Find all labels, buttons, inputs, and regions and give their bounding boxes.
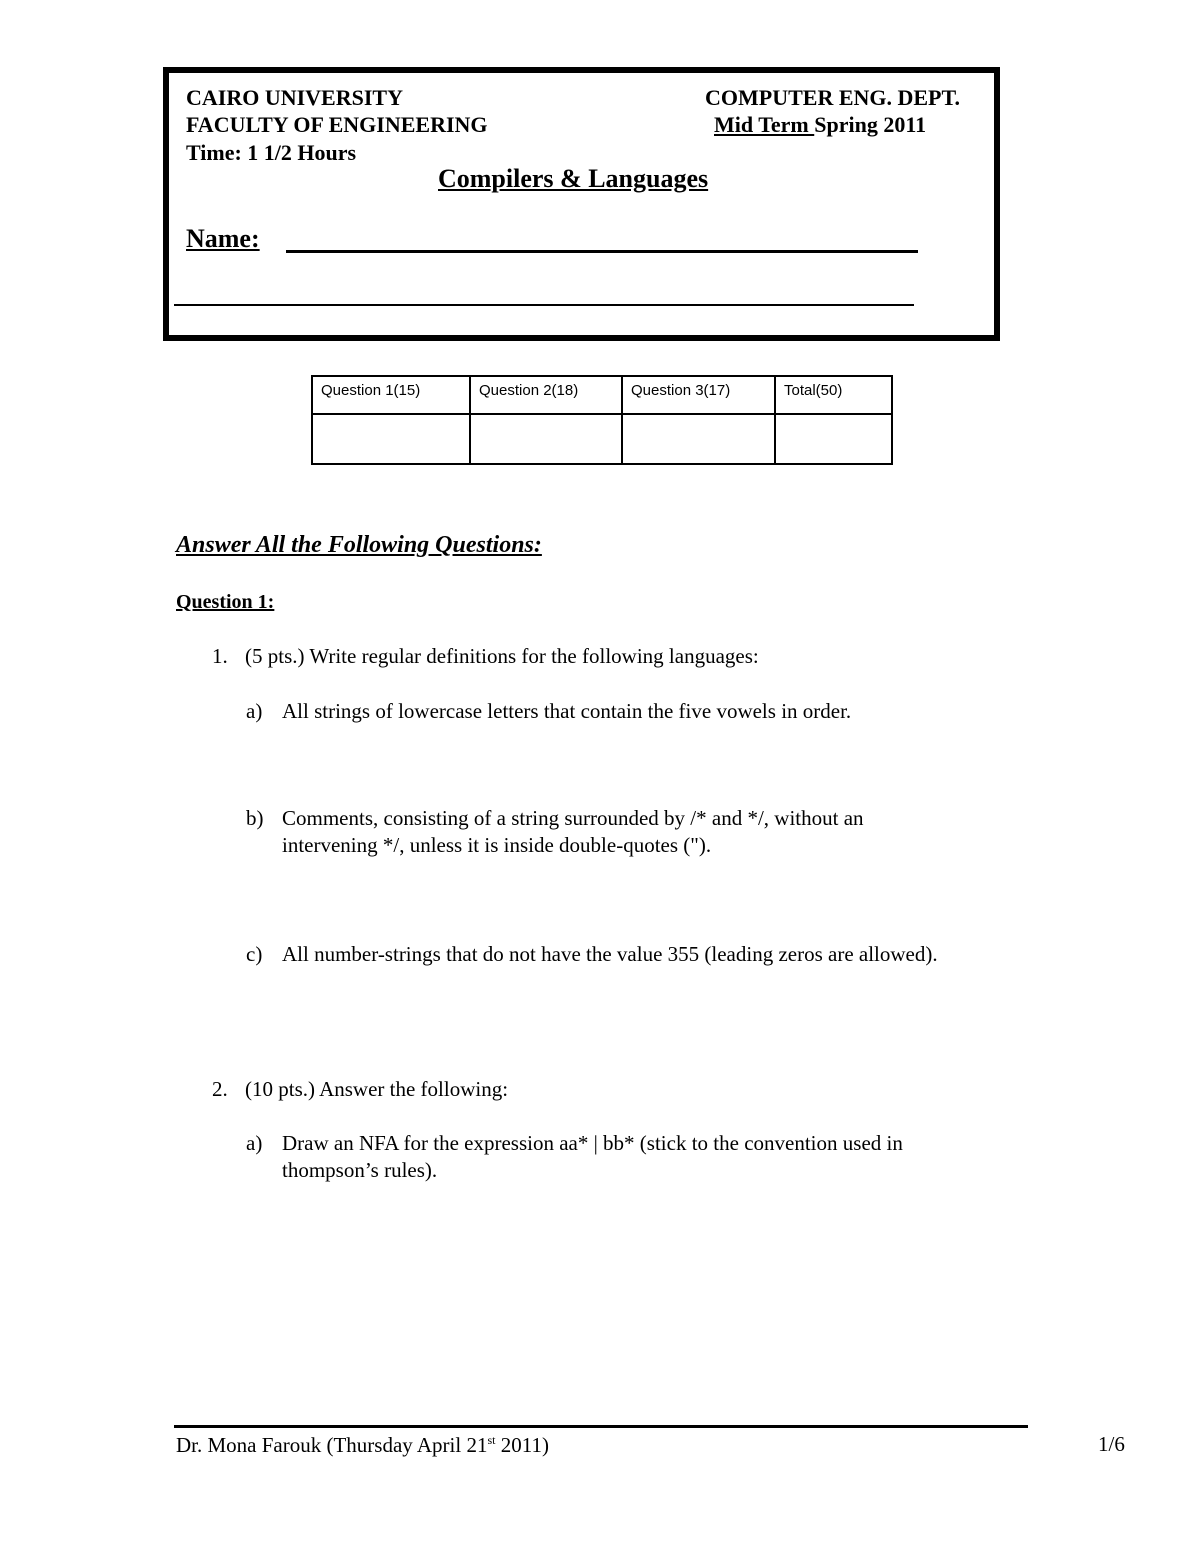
q1-item1-text: (5 pts.) Write regular definitions for the following languages: — [245, 644, 759, 668]
score-table — [311, 375, 893, 465]
exam-term — [714, 114, 926, 136]
score-header-q1: Question 1(15) — [312, 376, 470, 414]
name-label: Name: — [186, 224, 260, 253]
course-title: Compilers & Languages — [438, 164, 709, 193]
university-name: CAIRO UNIVERSITY — [186, 85, 403, 110]
department-name: COMPUTER ENG. DEPT. — [705, 85, 961, 110]
q1-b-line1: Comments, consisting of a string surrounded by /* and */, without an — [282, 806, 864, 830]
score-cell-q1 — [312, 414, 470, 464]
score-cell-q2 — [470, 414, 622, 464]
q1-2a-line2: thompson’s rules). — [282, 1158, 438, 1182]
q1-item2-text: (10 pts.) Answer the following: — [245, 1077, 509, 1101]
footer-date-suffix: st — [487, 1433, 496, 1447]
page-number: 1/6 — [1098, 1432, 1125, 1456]
score-cell-total — [775, 414, 892, 464]
score-header-q2: Question 2(18) — [470, 376, 622, 414]
score-table-header-row — [312, 376, 892, 414]
exam-duration: Time: 1 1/2 Hours — [186, 140, 357, 165]
q1-b-line2: intervening */, unless it is inside double-quotes ("). — [282, 833, 712, 857]
second-blank-line — [174, 304, 914, 306]
q1-c-label: c) — [246, 942, 263, 966]
footer-author-suffix: 2011) — [495, 1433, 549, 1457]
faculty-name: FACULTY OF ENGINEERING — [186, 112, 488, 137]
score-header-q3: Question 3(17) — [622, 376, 775, 414]
score-cell-q3 — [622, 414, 775, 464]
name-blank-line — [286, 250, 918, 253]
footer-rule — [174, 1425, 1028, 1428]
footer-author — [176, 1434, 549, 1456]
q1-item1-number: 1. — [212, 644, 228, 668]
question-1-title: Question 1: — [176, 591, 275, 613]
q1-item2-number: 2. — [212, 1077, 228, 1101]
q1-a-text: All strings of lowercase letters that contain the five vowels in order. — [282, 699, 852, 723]
q1-2a-line1: Draw an NFA for the expression aa* | bb* (stick to the convention used in — [282, 1131, 903, 1155]
footer-author-prefix: Dr. Mona Farouk (Thursday April 21 — [176, 1433, 488, 1457]
score-header-total: Total(50) — [775, 376, 892, 414]
q1-c-text: All number-strings that do not have the value 355 (leading zeros are allowed). — [282, 942, 938, 966]
exam-season: Spring 2011 — [814, 112, 927, 137]
q1-b-label: b) — [246, 806, 264, 830]
q1-2a-label: a) — [246, 1131, 263, 1155]
exam-term-label: Mid Term — [714, 112, 815, 137]
score-table-entry-row — [312, 414, 892, 464]
q1-a-label: a) — [246, 699, 263, 723]
instructions-heading: Answer All the Following Questions: — [176, 532, 542, 558]
